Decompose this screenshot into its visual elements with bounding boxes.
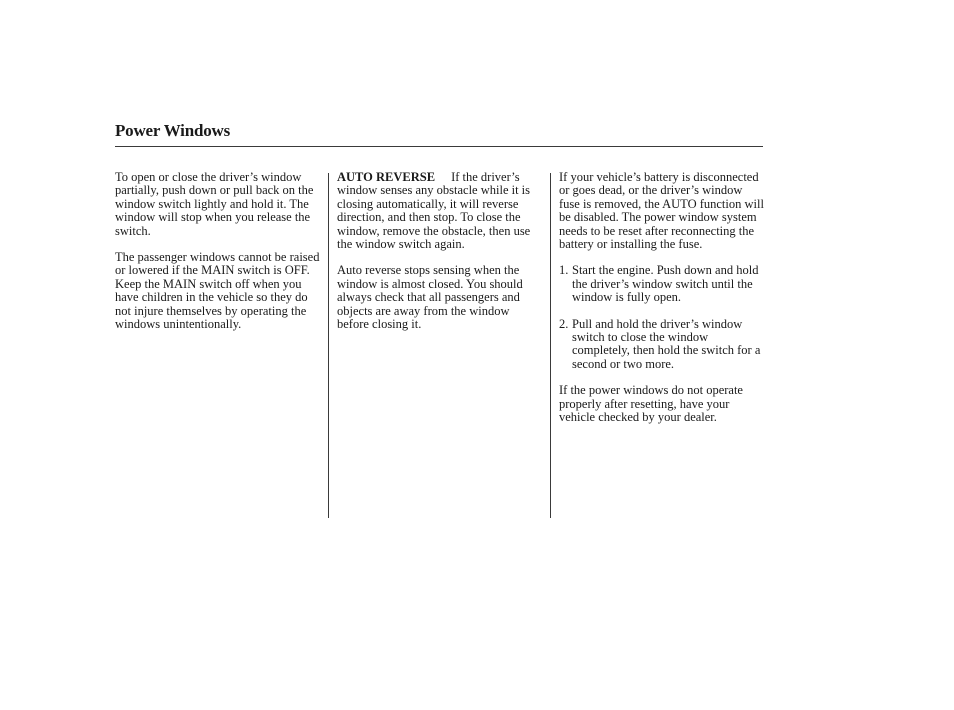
column-2 xyxy=(337,171,544,344)
column-3 xyxy=(559,171,765,438)
paragraph-main-switch: The passenger windows cannot be raised or lowered if the MAIN switch is OFF. Keep the MAIN switch off when you have children in the vehicle so they do not injure themselves by operating the windows unintentionally. xyxy=(115,250,320,332)
step-number: 1. xyxy=(559,263,569,278)
step-text: Start the engine. Push down and hold the driver’s window switch until the window is fully open. xyxy=(572,263,759,305)
paragraph-dealer-note: If the power windows do not operate properly after resetting, have your vehicle checked by your dealer. xyxy=(559,383,743,425)
column-divider-2 xyxy=(550,173,551,518)
column-1 xyxy=(115,171,322,344)
reset-step-1 xyxy=(559,264,765,304)
paragraph-window-operation: To open or close the driver’s window partially, push down or pull back on the window switch lightly and hold it. The window will stop when you release the switch. xyxy=(115,170,314,238)
auto-reverse-text: If the driver’s window senses any obstacle while it is closing automatically, it will reverse direction, and then stop. To close the window, remove the obstacle, then use the window switch again. xyxy=(337,170,531,252)
title-divider xyxy=(115,146,763,147)
step-text: Pull and hold the driver’s window switch to close the window completely, then hold the switch for a second or two more. xyxy=(572,316,761,371)
paragraph-auto-reverse-sensing: Auto reverse stops sensing when the window is almost closed. You should always check that all passengers and objects are away from the window before closing it. xyxy=(337,263,523,332)
paragraph-auto-reverse xyxy=(337,171,544,251)
page-title: Power Windows xyxy=(115,121,231,140)
column-divider-1 xyxy=(328,173,329,518)
step-number: 2. xyxy=(559,316,569,331)
auto-reverse-heading: AUTO REVERSE xyxy=(337,170,436,184)
paragraph-reset-intro: If your vehicle’s battery is disconnected or goes dead, or the driver’s window fuse is removed, the AUTO function will be disabled. The power window system needs to be reset after reconnecting the battery or installing the fuse. xyxy=(559,170,764,252)
reset-step-2 xyxy=(559,318,765,372)
